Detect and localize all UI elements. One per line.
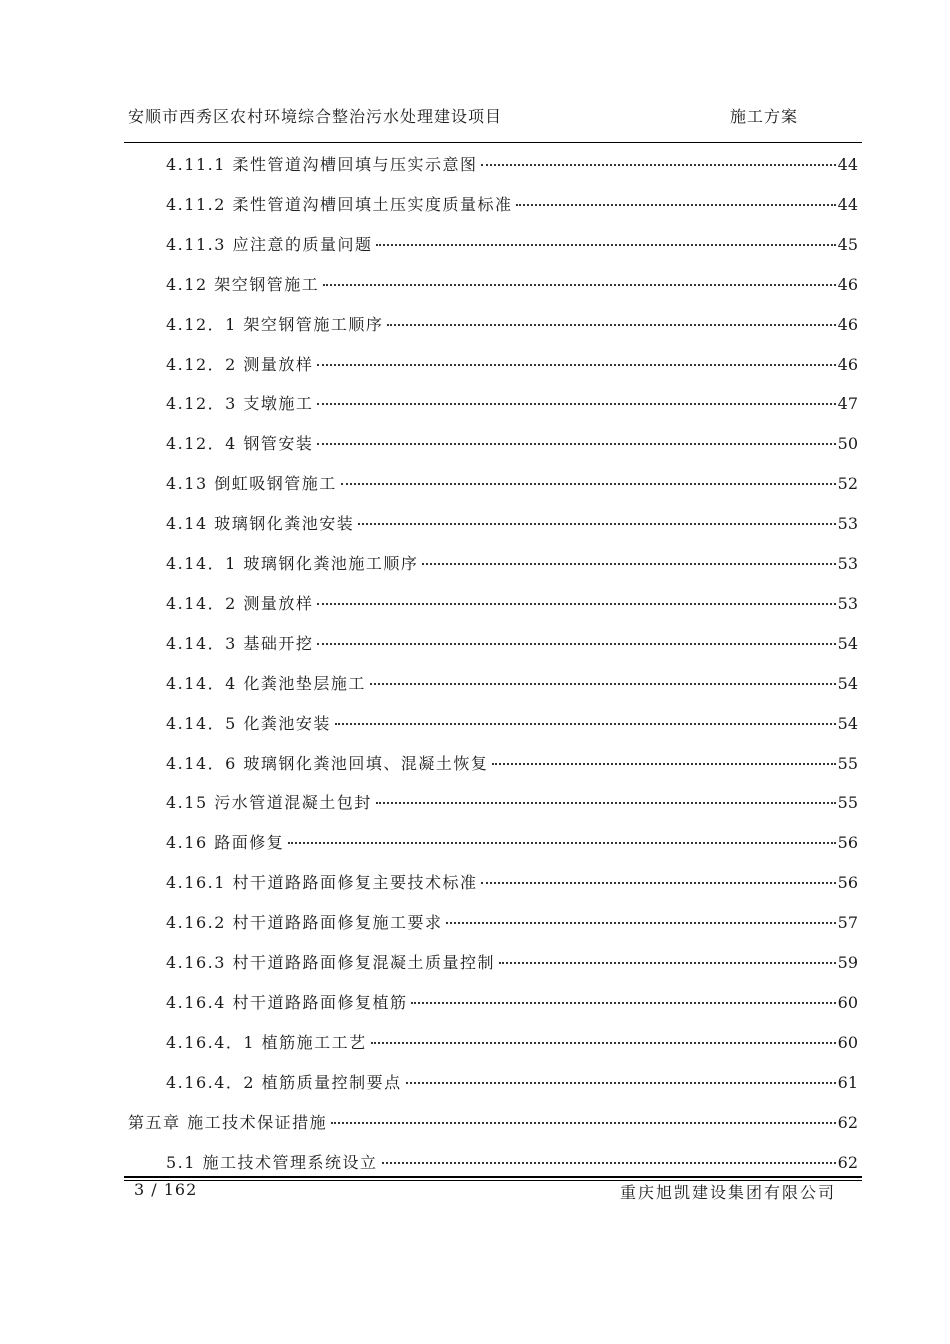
toc-entry[interactable] (166, 272, 858, 296)
toc-entry[interactable] (128, 1110, 858, 1134)
toc-entry[interactable] (166, 830, 858, 854)
toc-leader-dots (341, 467, 836, 485)
toc-entry[interactable] (166, 471, 858, 495)
toc-entry[interactable] (166, 192, 858, 216)
toc-entry[interactable] (166, 870, 858, 894)
project-title: 安顺市西秀区农村环境综合整治污水处理建设项目 (128, 107, 503, 126)
toc-leader-dots (323, 268, 835, 286)
toc-entry[interactable] (166, 1070, 858, 1094)
toc-entry-label: 4.14．5 化粪池安装 (166, 713, 331, 733)
toc-leader-dots (317, 427, 835, 445)
page-indicator: 3 / 162 (134, 1180, 198, 1199)
toc-entry-label: 4.16.1 村干道路路面修复主要技术标准 (166, 873, 478, 893)
toc-entry[interactable] (166, 312, 858, 336)
toc-entry-page: 57 (837, 913, 858, 933)
toc-leader-dots (376, 228, 835, 246)
toc-entry[interactable] (166, 511, 858, 535)
page-header (124, 104, 834, 130)
toc-entry-label: 4.11.2 柔性管道沟槽回填土压实度质量标准 (166, 194, 513, 214)
toc-leader-dots (376, 786, 836, 804)
toc-leader-dots (422, 547, 835, 565)
toc-leader-dots (317, 587, 835, 605)
toc-entry-page: 54 (837, 633, 858, 653)
toc-entry-label: 4.15 污水管道混凝土包封 (166, 793, 372, 813)
toc-entry[interactable] (166, 431, 858, 455)
toc-entry-label: 4.12．4 钢管安装 (166, 434, 314, 454)
toc-entry[interactable] (166, 671, 858, 695)
toc-entry-label: 4.16.4．2 植筋质量控制要点 (166, 1072, 402, 1092)
document-type: 施工方案 (730, 107, 799, 126)
toc-entry[interactable] (166, 711, 858, 735)
footer-divider-thick (124, 1176, 862, 1178)
toc-entry-label: 4.16 路面修复 (166, 833, 285, 853)
toc-entry[interactable] (166, 352, 858, 376)
toc-leader-dots (371, 1026, 836, 1044)
toc-entry-label: 4.16.2 村干道路路面修复施工要求 (166, 913, 443, 933)
toc-leader-dots (317, 348, 835, 366)
toc-leader-dots (387, 308, 835, 326)
toc-entry[interactable] (166, 391, 858, 415)
toc-entry-label: 4.16.4 村干道路路面修复植筋 (166, 992, 408, 1012)
toc-entry-label: 4.12．3 支墩施工 (166, 394, 314, 414)
toc-entry-page: 47 (837, 394, 858, 414)
toc-entry-page: 45 (837, 234, 858, 254)
toc-entry[interactable] (166, 591, 858, 615)
toc-entry-page: 44 (837, 194, 858, 214)
toc-entry[interactable] (166, 910, 858, 934)
toc-entry-label: 4.14．2 测量放样 (166, 593, 314, 613)
toc-entry-page: 61 (837, 1072, 858, 1092)
toc-leader-dots (499, 946, 836, 964)
toc-leader-dots (288, 826, 835, 844)
toc-entry-page: 53 (837, 593, 858, 613)
toc-entry-label: 第五章 施工技术保证措施 (128, 1112, 328, 1132)
toc-entry-page: 55 (837, 793, 858, 813)
company-name: 重庆旭凯建设集团有限公司 (620, 1183, 837, 1202)
toc-entry[interactable] (166, 1030, 858, 1054)
toc-entry-label: 5.1 施工技术管理系统设立 (166, 1152, 378, 1172)
toc-leader-dots (358, 507, 835, 525)
toc-entry-page: 50 (837, 434, 858, 454)
toc-entry-label: 4.14 玻璃钢化粪池安装 (166, 514, 355, 534)
toc-entry-label: 4.11.1 柔性管道沟槽回填与压实示意图 (166, 155, 478, 174)
toc-entry-page: 60 (837, 992, 858, 1012)
toc-leader-dots (492, 747, 835, 765)
toc-entry-page: 53 (837, 554, 858, 573)
toc-entry-page: 55 (837, 753, 858, 773)
toc-leader-dots (446, 906, 835, 924)
toc-entry-label: 4.14．6 玻璃钢化粪池回填、混凝土恢复 (166, 753, 489, 773)
toc-entry-page: 62 (837, 1112, 858, 1132)
toc-entry-page: 54 (837, 713, 858, 733)
toc-entry-label: 4.14．1 玻璃钢化粪池施工顺序 (166, 554, 419, 573)
toc-leader-dots (370, 667, 836, 685)
toc-leader-dots (335, 707, 836, 725)
toc-leader-dots (317, 387, 835, 405)
header-divider (124, 142, 862, 143)
toc-leader-dots (516, 188, 835, 206)
toc-entry-label: 4.12 架空钢管施工 (166, 274, 320, 294)
toc-entry[interactable] (166, 950, 858, 974)
toc-entry-label: 4.14．3 基础开挖 (166, 633, 314, 653)
toc-entry[interactable] (166, 990, 858, 1014)
toc-leader-dots (481, 148, 835, 166)
toc-entry-page: 54 (837, 673, 858, 693)
toc-entry-page: 46 (837, 314, 858, 334)
toc-entry-page: 62 (837, 1152, 858, 1172)
toc-entry-label: 4.12．1 架空钢管施工顺序 (166, 314, 384, 334)
toc-entry-label: 4.14．4 化粪池垫层施工 (166, 673, 366, 693)
toc-entry[interactable] (166, 232, 858, 256)
toc-leader-dots (481, 866, 835, 884)
toc-entry[interactable] (166, 790, 858, 814)
toc-entry-page: 59 (837, 953, 858, 972)
toc-leader-dots (317, 627, 835, 645)
toc-entry-page: 56 (837, 833, 858, 853)
toc-entry[interactable] (166, 631, 858, 655)
toc-entry[interactable] (166, 751, 858, 775)
toc-entry-label: 4.12．2 测量放样 (166, 354, 314, 374)
toc-entry-page: 46 (837, 274, 858, 294)
toc-entry-page: 52 (837, 474, 858, 494)
toc-entry-page: 60 (837, 1032, 858, 1052)
toc-leader-dots (411, 986, 835, 1004)
toc-entry-page: 53 (837, 514, 858, 534)
toc-entry-page: 44 (837, 155, 858, 174)
toc-leader-dots (382, 1146, 836, 1164)
toc-leader-dots (331, 1106, 836, 1124)
toc-entry[interactable] (166, 551, 858, 575)
toc-entry-label: 4.11.3 应注意的质量问题 (166, 234, 373, 254)
toc-entry-label: 4.16.3 村干道路路面修复混凝土质量控制 (166, 953, 495, 972)
toc-entry-label: 4.13 倒虹吸钢管施工 (166, 474, 337, 494)
toc-entry-page: 46 (837, 354, 858, 374)
toc-entry[interactable] (166, 152, 858, 176)
toc-entry[interactable] (166, 1150, 858, 1174)
toc-entry-page: 56 (837, 873, 858, 893)
toc-leader-dots (406, 1066, 836, 1084)
toc-entry-label: 4.16.4．1 植筋施工工艺 (166, 1032, 367, 1052)
